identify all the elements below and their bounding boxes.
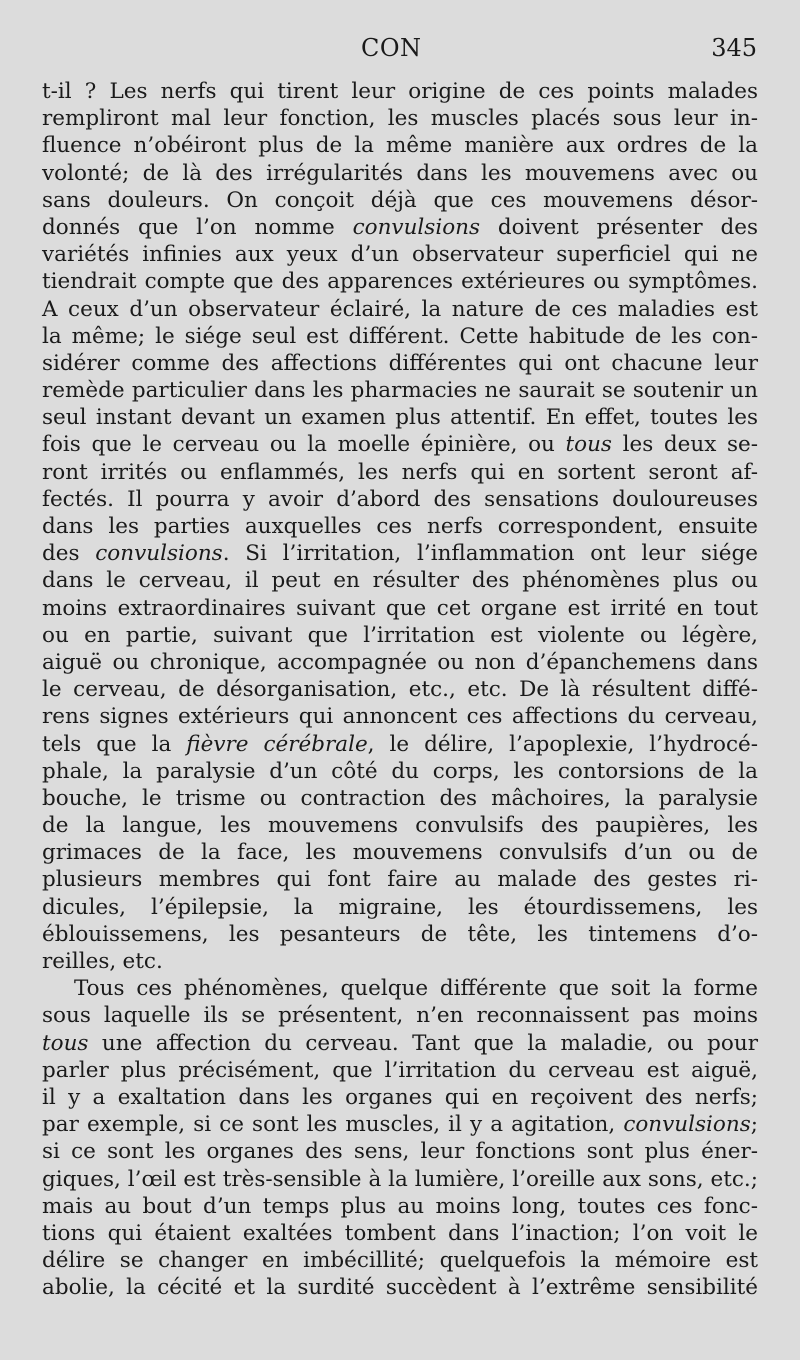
text-line: dans le cerveau, il peut en résulter des phénomènes plus ou [42, 568, 758, 594]
text-line: tous une affection du cerveau. Tant que la maladie, ou pour [42, 1030, 758, 1056]
text-line: donnés que l’on nomme convulsions doivent présenter des [42, 214, 758, 240]
text-line: mais au bout d’un temps plus au moins long, toutes ces fonc- [42, 1193, 758, 1219]
text-line: fluence n’obéiront plus de la même manière aux ordres de la [42, 133, 758, 159]
text-line: la même; le siége seul est différent. Cette habitude de les con- [42, 323, 758, 349]
text-line: rens signes extérieurs qui annoncent ces affections du cerveau, [42, 704, 758, 730]
text-line: volonté; de là des irrégularités dans les mouvemens avec ou [42, 160, 758, 186]
body-text [42, 78, 758, 1301]
text-line: phale, la paralysie d’un côté du corps, les contorsions de la [42, 758, 758, 784]
text-line: dicules, l’épilepsie, la migraine, les étourdissemens, les [42, 894, 758, 920]
text-line: fectés. Il pourra y avoir d’abord des sensations douloureuses [42, 486, 758, 512]
text-line: sous laquelle ils se présentent, n’en reconnaissent pas moins [42, 1003, 758, 1029]
text-line: si ce sont les organes des sens, leur fonctions sont plus éner- [42, 1139, 758, 1165]
text-line: t-il ? Les nerfs qui tirent leur origine de ces points malades [42, 79, 758, 104]
text-line: des convulsions. Si l’irritation, l’inflammation ont leur siége [42, 541, 758, 567]
text-line: Tous ces phénomènes, quelque différente que soit la forme [74, 976, 758, 1002]
text-line: de la langue, les mouvemens convulsifs des paupières, les [42, 813, 758, 839]
text-line: reilles, etc. [42, 949, 163, 974]
text-line: aiguë ou chronique, accompagnée ou non d’épanchemens dans [42, 649, 758, 675]
page-number: 345 [711, 34, 757, 62]
text-line: sans douleurs. On conçoit déjà que ces mouvemens désor- [42, 187, 758, 213]
text-line: tels que la fièvre cérébrale, le délire, l’apoplexie, l’hydrocé- [42, 731, 758, 757]
text-line: remède particulier dans les pharmacies ne saurait se soutenir un [42, 378, 758, 404]
text-line: sidérer comme des affections différentes qui ont chacune leur [42, 350, 758, 376]
text-line: moins extraordinaires suivant que cet organe est irrité en tout [42, 595, 758, 621]
page-header [0, 34, 800, 68]
text-line: par exemple, si ce sont les muscles, il y a agitation, convulsions; [42, 1112, 758, 1138]
text-line: seul instant devant un examen plus attentif. En effet, toutes les [42, 405, 758, 431]
text-line: tions qui étaient exaltées tombent dans l’inaction; l’on voit le [42, 1220, 758, 1246]
text-line: variétés infinies aux yeux d’un observateur superficiel qui ne [42, 242, 758, 268]
text-line: tiendrait compte que des apparences extérieures ou symptômes. [42, 269, 758, 295]
text-line: le cerveau, de désorganisation, etc., etc. De là résultent diffé- [42, 677, 758, 703]
text-line: A ceux d’un observateur éclairé, la nature de ces maladies est [42, 296, 758, 322]
text-line: dans les parties auxquelles ces nerfs correspondent, ensuite [42, 514, 758, 539]
text-line: fois que le cerveau ou la moelle épinière, ou tous les deux se- [42, 432, 758, 458]
text-line: grimaces de la face, les mouvemens convulsifs d’un ou de [42, 840, 758, 866]
text-line: ront irrités ou enflammés, les nerfs qui en sortent seront af- [42, 459, 758, 485]
text-line: bouche, le trisme ou contraction des mâchoires, la paralysie [42, 785, 758, 811]
text-line: éblouissemens, les pesanteurs de tête, les tintemens d’o- [42, 921, 758, 947]
text-line: rempliront mal leur fonction, les muscles placés sous leur in- [42, 106, 758, 132]
text-line: plusieurs membres qui font faire au malade des gestes ri- [42, 867, 758, 893]
text-line: abolie, la cécité et la surdité succèdent à l’extrême sensibilité [42, 1275, 758, 1301]
text-line: giques, l’œil est très-sensible à la lumière, l’oreille aux sons, etc.; [42, 1166, 758, 1192]
text-line: délire se changer en imbécillité; quelquefois la mémoire est [42, 1248, 758, 1274]
text-line: parler plus précisément, que l’irritation du cerveau est aiguë, [42, 1057, 758, 1083]
text-line: il y a exaltation dans les organes qui en reçoivent des nerfs; [42, 1084, 758, 1110]
running-head: CON [361, 34, 422, 62]
text-line: ou en partie, suivant que l’irritation est violente ou légère, [42, 622, 758, 648]
